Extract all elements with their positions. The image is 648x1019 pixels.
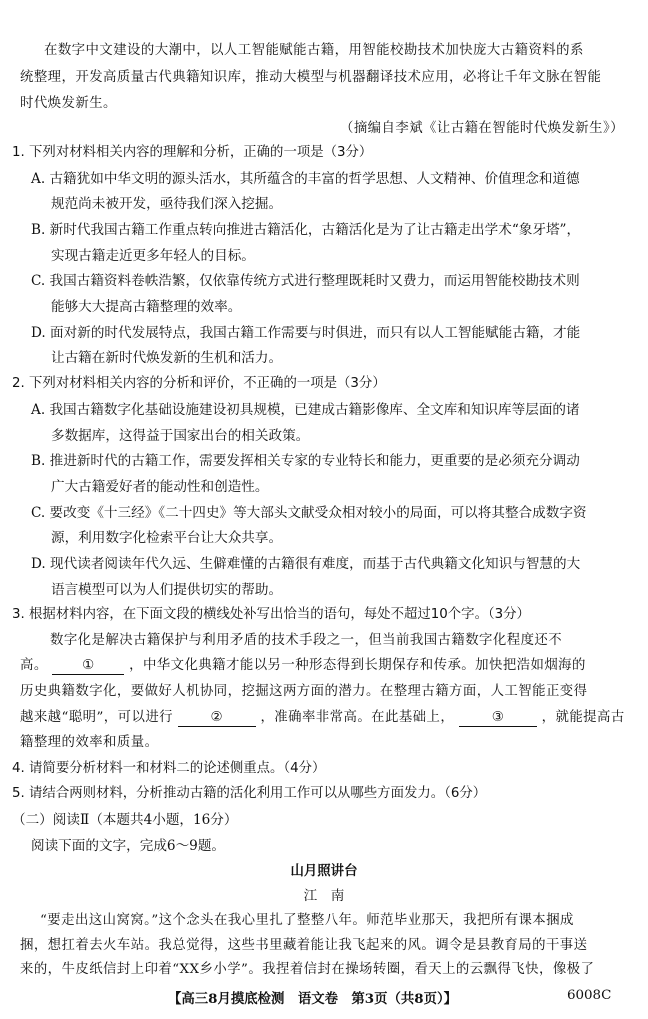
blank-2[interactable]: ② [178, 710, 256, 727]
page-footer: 【高三8月摸底检测 语文卷 第3页（共8页）】 [168, 991, 458, 1007]
story-author: 江 南 [303, 888, 345, 904]
q2-option-b: B. 推进新时代的古籍工作，需要发挥相关专家的专业特长和能力，更重要的是必须充分调动 [31, 453, 580, 469]
q3-text: 高。 [20, 658, 48, 673]
q2-option-c-cont: 源，利用数字化检索平台让大众共享。 [51, 530, 283, 546]
q2-option-b-cont: 广大古籍爱好者的能动性和创造性。 [51, 479, 269, 495]
q2-option-d-cont: 语言模型可以为人们提供切实的帮助。 [51, 582, 283, 598]
material-line: 在数字中文建设的大潮中，以人工智能赋能古籍，用智能校勘技术加快庞大古籍资料的系 [44, 43, 584, 58]
question-3-stem: 3. 根据材料内容，在下面文段的横线处补写出恰当的语句，每处不超过10个字。（3分） [12, 607, 530, 622]
paper-code: 6008C [567, 988, 612, 1003]
q2-option-d: D. 现代读者阅读年代久远、生僻难懂的古籍很有难度，而基于古代典籍文化知识与智慧的大 [31, 556, 581, 572]
story-title: 山月照讲台 [290, 864, 358, 879]
q3-passage-line [20, 709, 625, 727]
q1-option-d-cont: 让古籍在新时代焕发新的生机和活力。 [51, 350, 283, 366]
q2-option-c: C. 要改变《十三经》《二十四史》等大部头文献受众相对较小的局面，可以将其整合成数字资 [31, 505, 587, 521]
q3-text: 越来越“聪明”，可以进行 [20, 710, 173, 725]
story-line: 捆，想扛着去火车站。我总觉得，这些书里藏着能让我飞起来的风。调令是县教育局的干事送 [20, 938, 588, 953]
q1-option-a: A. 古籍犹如中华文明的源头活水，其所蕴含的丰富的哲学思想、人文精神、价值理念和道德 [31, 171, 580, 187]
q1-option-c: C. 我国古籍资料卷帙浩繁，仅依靠传统方式进行整理既耗时又费力，而运用智能校勘技术则 [31, 273, 580, 289]
q1-option-d: D. 面对新的时代发展特点，我国古籍工作需要与时俱进，而只有以人工智能赋能古籍，才能 [31, 325, 581, 341]
story-line: 来的，牛皮纸信封上印着“XX乡小学”。我捏着信封在操场转圈，看天上的云飘得飞快，像极了 [20, 962, 595, 977]
material-source: （摘编自李斌《让古籍在智能时代焕发新生》） [340, 121, 624, 136]
q1-option-b-cont: 实现古籍走近更多年轻人的目标。 [51, 248, 255, 264]
q3-passage-line: 数字化是解决古籍保护与利用矛盾的技术手段之一，但当前我国古籍数字化程度还不 [50, 633, 563, 648]
q1-option-c-cont: 能够大大提高古籍整理的效率。 [51, 299, 242, 315]
question-1-stem: 1. 下列对材料相关内容的理解和分析，正确的一项是（3分） [12, 145, 373, 160]
q3-text: ，就能提高古 [541, 710, 625, 725]
q1-option-b: B. 新时代我国古籍工作重点转向推进古籍活化，古籍活化是为了让古籍走出学术“象牙塔”， [31, 222, 581, 238]
q3-passage-line [20, 657, 586, 675]
material-line: 统整理，开发高质量古代典籍知识库，推动大模型与机器翻译技术应用，必将让千年文脉在智能 [20, 70, 602, 85]
q3-passage-line: 籍整理的效率和质量。 [20, 735, 159, 750]
section-instruction: 阅读下面的文字，完成6～9题。 [31, 838, 226, 854]
question-5-stem: 5. 请结合两则材料，分析推动古籍的活化利用工作可以从哪些方面发力。（6分） [12, 786, 487, 801]
question-4-stem: 4. 请简要分析材料一和材料二的论述侧重点。（4分） [12, 761, 326, 776]
question-2-stem: 2. 下列对材料相关内容的分析和评价，不正确的一项是（3分） [12, 376, 386, 391]
blank-1[interactable]: ① [52, 658, 124, 675]
q1-option-a-cont: 规范尚未被开发，亟待我们深入挖掘。 [51, 196, 283, 212]
story-line: “要走出这山窝窝。”这个念头在我心里扎了整整八年。师范毕业那天，我把所有课本捆成 [40, 913, 574, 928]
q3-passage-line: 历史典籍数字化，要做好人机协同，挖掘这两方面的潜力。在整理古籍方面，人工智能正变得 [20, 684, 588, 699]
material-line: 时代焕发新生。 [20, 96, 117, 111]
q3-text: ，准确率非常高。在此基础上， [260, 710, 455, 725]
q3-text: ，中华文化典籍才能以另一种形态得到长期保存和传承。加快把浩如烟海的 [129, 658, 586, 673]
q2-option-a-cont: 多数据库，这得益于国家出台的相关政策。 [51, 428, 310, 444]
section-heading: （二）阅读Ⅱ（本题共4小题，16分） [12, 812, 238, 828]
q2-option-a: A. 我国古籍数字化基础设施建设初具规模，已建成古籍影像库、全文库和知识库等层面的诸 [31, 402, 580, 418]
blank-3[interactable]: ③ [459, 710, 537, 727]
